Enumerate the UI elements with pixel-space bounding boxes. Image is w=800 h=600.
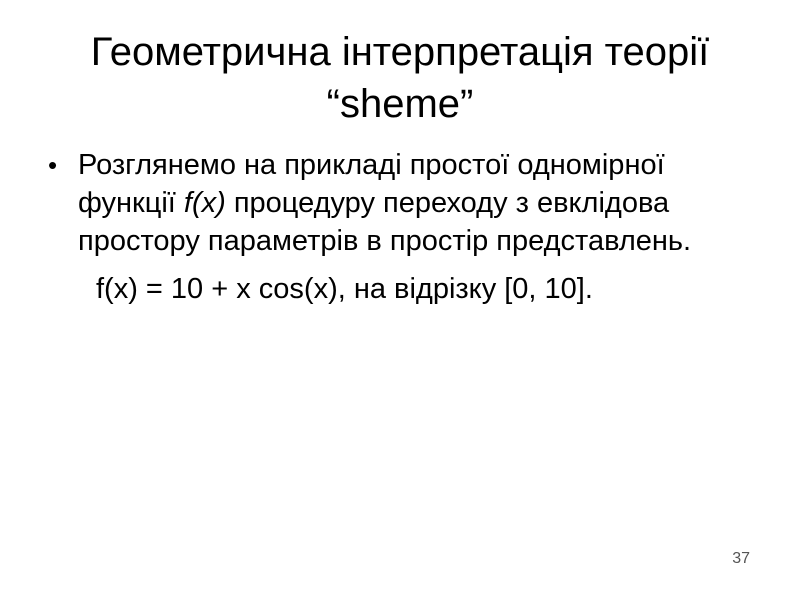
bullet-text [78,149,691,257]
bullet-text-part1: Розглянемо на прикладі простої одномірної функції [78,149,665,219]
slide-body [48,146,748,308]
bullet-icon: • [48,150,58,180]
slide-title-line1: Геометрична інтерпретація теорії [90,30,710,74]
slide-title [40,26,760,130]
bullet-item [48,146,748,260]
page-number: 37 [732,550,750,567]
function-name: f(x) [183,187,226,219]
slide-title-line2: “sheme” [326,82,474,126]
formula: f(x) = 10 + x cos(x), на відрізку [0, 10]. [96,273,593,305]
bullet-text-part2: процедуру переходу з евклідова простору параметрів в простір представлень. [78,187,692,257]
